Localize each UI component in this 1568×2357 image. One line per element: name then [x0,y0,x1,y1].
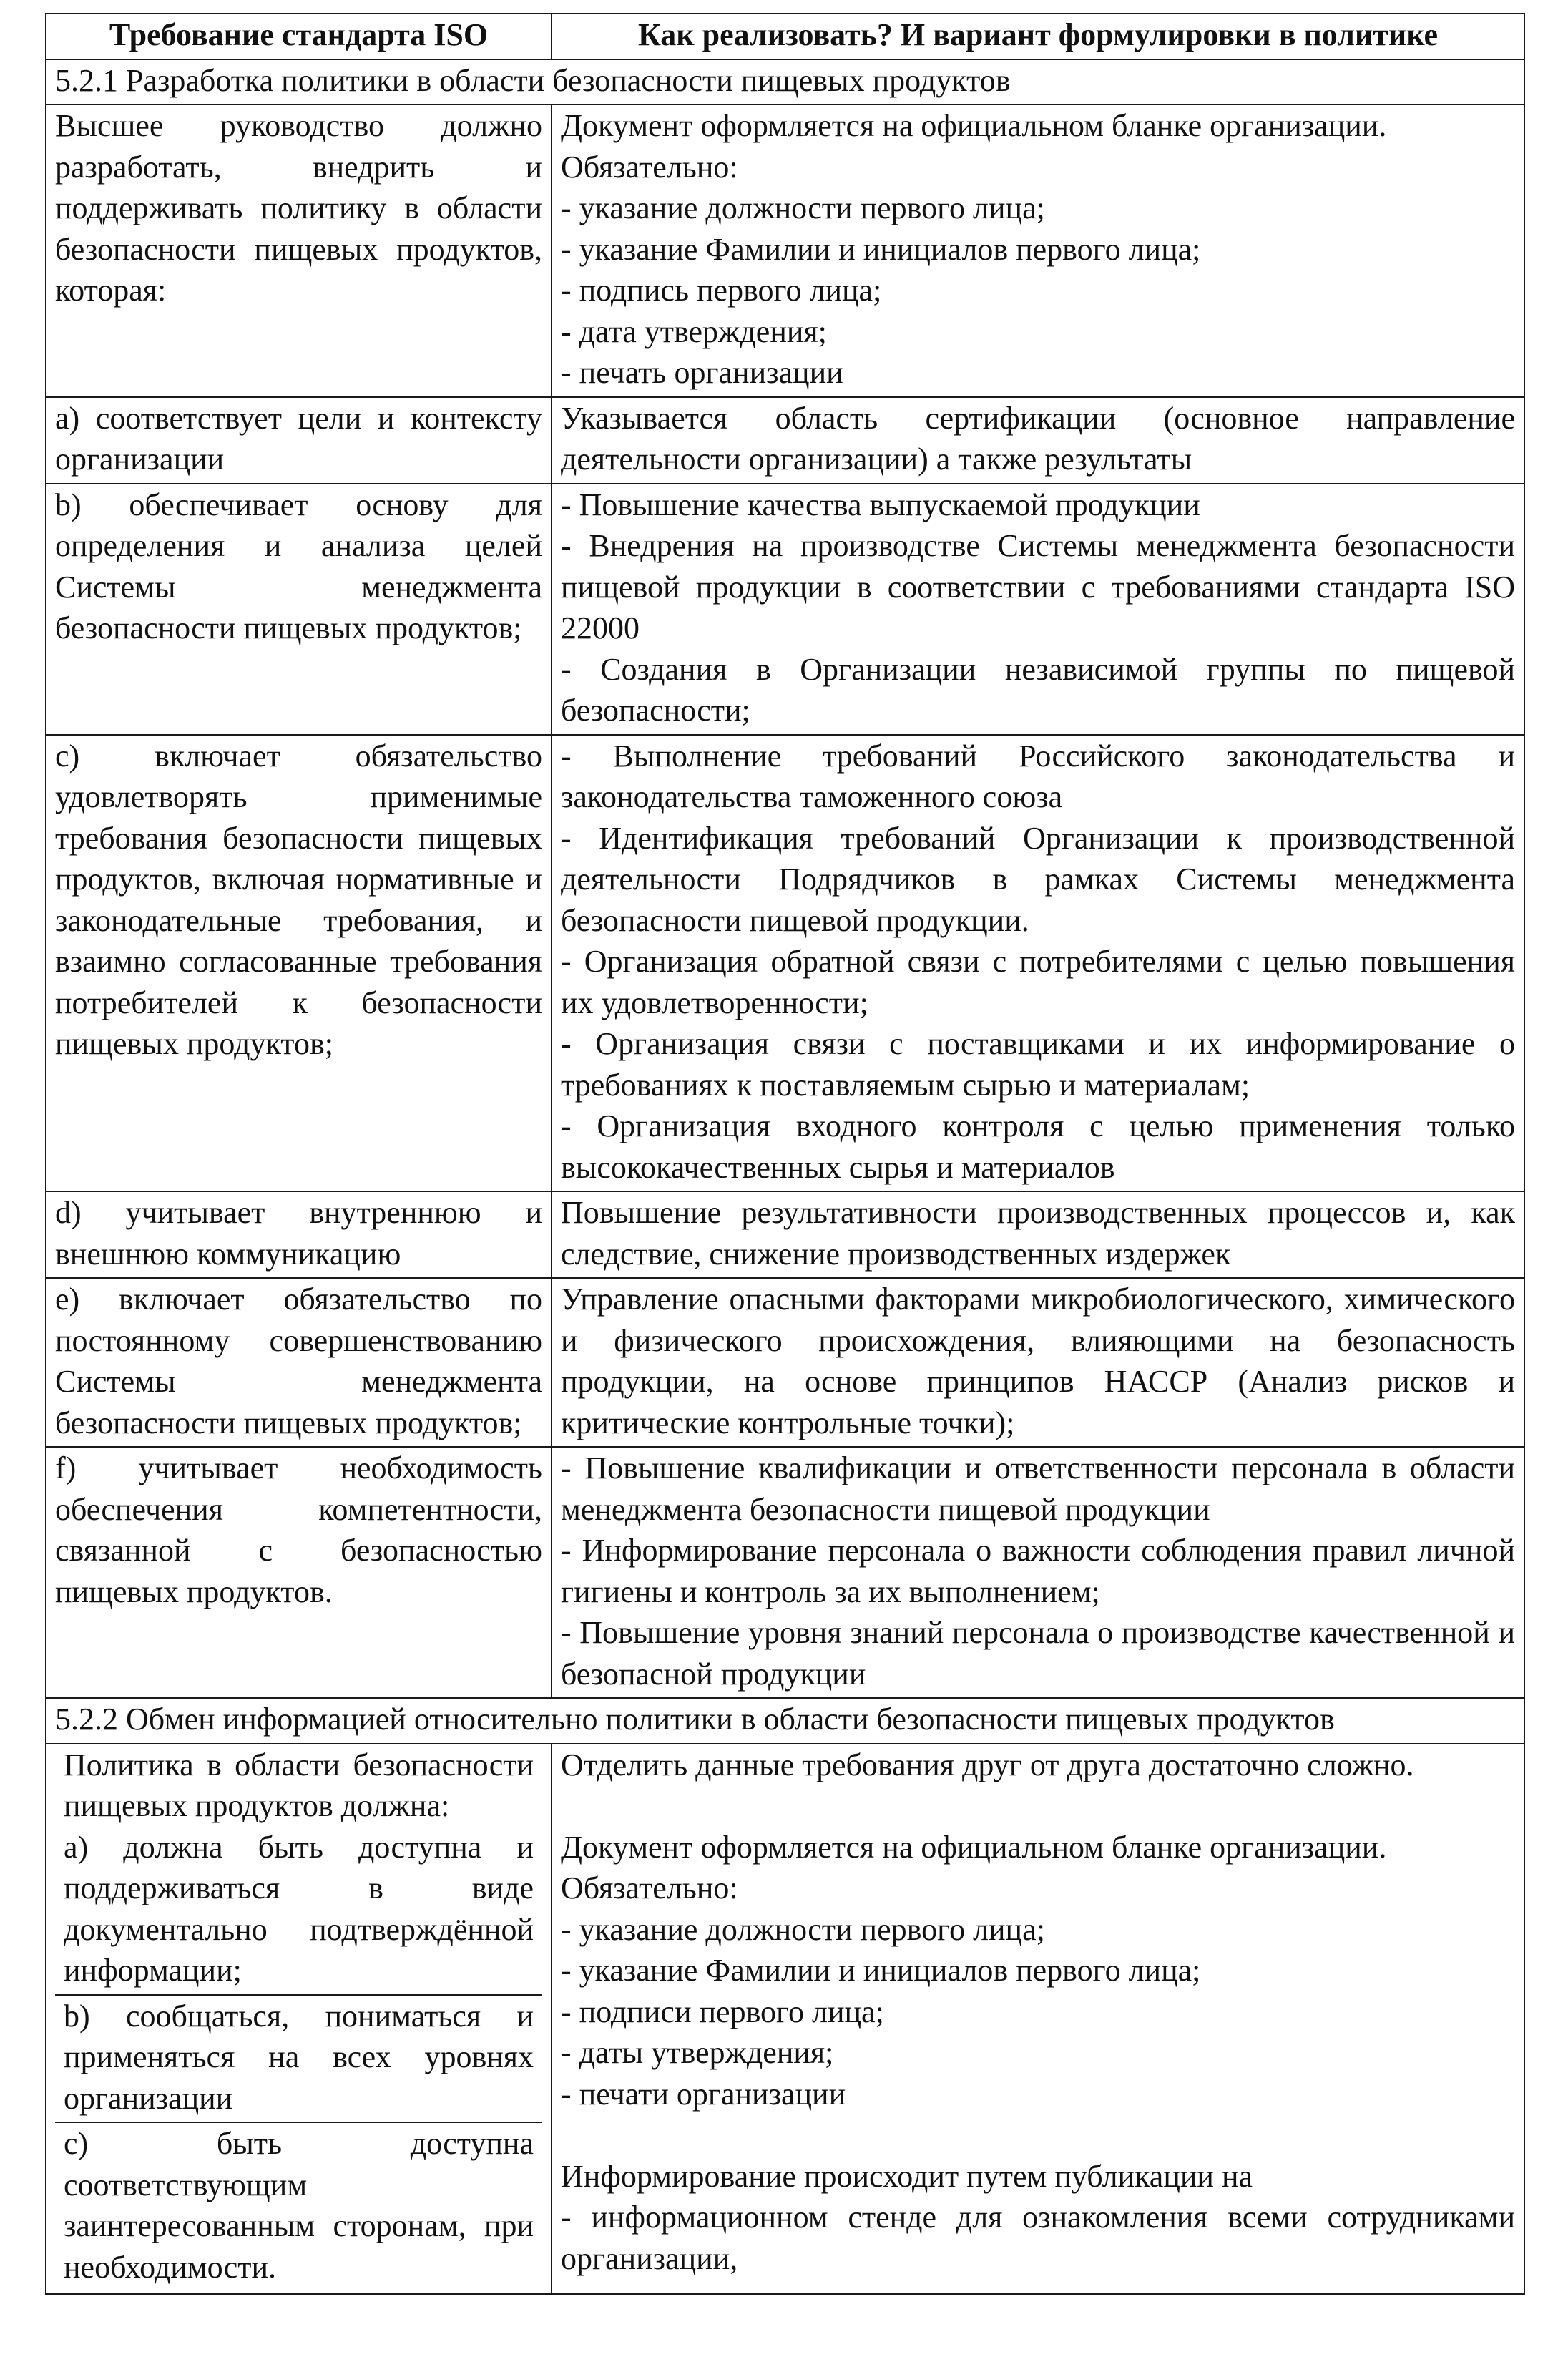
implementation-cell [552,735,1524,1192]
requirement-cell: a) соответствует цели и контексту организации [46,397,552,484]
section-title-5-2-1: 5.2.1 Разработка политики в области безопасности пищевых продуктов [46,59,1524,105]
implementation-line: Информирование происходит путем публикации на [561,2158,1253,2194]
table-row [46,1744,1524,2295]
table-row [46,1447,1524,1698]
requirement-cell: f) учитывает необходимость обеспечения компетентности, связанной с безопасностью пищевых продуктов. [46,1447,552,1698]
requirement-item-b: b) сообщаться, пониматься и применяться на всех уровнях организации [55,1995,542,2123]
implementation-line: - Повышение качества выпускаемой продукции [561,487,1200,522]
requirement-cell: c) включает обязательство удовлетворять применимые требования безопасности пищевых продуктов, включая нормативные и законодательные требования, и взаимно согласованные требования потребителей к безопасности пищевых продуктов; [46,735,552,1192]
implementation-line: - указание Фамилии и инициалов первого лица; [561,1953,1201,1988]
implementation-line: - Организация входного контроля с целью применения только высококачественных сырья и материалов [561,1108,1515,1185]
requirement-cell: e) включает обязательство по постоянному совершенствованию Системы менеджмента безопасности пищевых продуктов; [46,1278,552,1447]
table-row [46,1191,1524,1278]
implementation-cell: Указывается область сертификации (основное направление деятельности организации) а также результаты [552,397,1524,484]
implementation-cell [552,1447,1524,1698]
implementation-line: - Информирование персонала о важности соблюдения правил личной гигиены и контроль за их выполнением; [561,1533,1515,1609]
implementation-line: - Идентификация требований Организации к производственной деятельности Подрядчиков в рамках Системы менеджмента безопасности пищевой продукции. [561,820,1515,938]
implementation-line: Обязательно: [561,1870,738,1905]
implementation-cell [552,484,1524,735]
implementation-line: - указание должности первого лица; [561,1911,1045,1947]
implementation-line: Обязательно: [561,149,738,185]
implementation-cell: Повышение результативности производственных процессов и, как следствие, снижение производственных издержек [552,1191,1524,1278]
implementation-cell [552,1744,1524,2295]
implementation-line: - Повышение квалификации и ответственности персонала в области менеджмента безопасности пищевой продукции [561,1450,1515,1527]
implementation-line: - указание должности первого лица; [561,190,1045,225]
implementation-cell: Управление опасными факторами микробиологического, химического и физического происхождения, влияющими на безопасность продукции, на основе принципов НАССР (Анализ рисков и критические контрольные точки); [552,1278,1524,1447]
implementation-line: - Внедрения на производстве Системы менеджмента безопасности пищевой продукции в соответствии с требованиями стандарта ISO 22000 [561,528,1515,645]
section-row-5-2-2 [46,1698,1524,1744]
implementation-cell [552,104,1524,397]
table-row [46,104,1524,397]
requirement-item-c: c) быть доступна соответствующим заинтересованным сторонам, при необходимости. [55,2122,542,2290]
requirement-cell: d) учитывает внутреннюю и внешнюю коммуникацию [46,1191,552,1278]
implementation-line: - Выполнение требований Российского законодательства и законодательства таможенного союза [561,738,1515,814]
requirement-cell: Высшее руководство должно разработать, внедрить и поддерживать политику в области безопасности пищевых продуктов, которая: [46,104,552,397]
requirement-subtable [55,1744,542,2291]
header-iso-requirement: Требование стандарта ISO [46,14,552,59]
section-title-5-2-2: 5.2.2 Обмен информацией относительно политики в области безопасности пищевых продуктов [46,1698,1524,1744]
table-row [46,397,1524,484]
implementation-line: - печати организации [561,2076,846,2112]
section-row-5-2-1 [46,59,1524,105]
requirement-intro: Политика в области безопасности пищевых продуктов должна: [64,1747,534,1823]
implementation-line: - Организация обратной связи с потребителями с целью повышения их удовлетворенности; [561,944,1515,1020]
table-row [46,484,1524,735]
implementation-line: - даты утверждения; [561,2035,834,2070]
implementation-line: - дата утверждения; [561,313,827,349]
implementation-line: Документ оформляется на официальном бланке организации. [561,1829,1387,1865]
spacer [561,2114,1515,2156]
requirement-subitem [55,1744,542,1995]
spacer [561,1785,1515,1827]
policy-requirements-table [45,13,1525,2295]
table-row [46,1278,1524,1447]
header-implementation: Как реализовать? И вариант формулировки в политике [552,14,1524,59]
requirement-cell: b) обеспечивает основу для определения и анализа целей Системы менеджмента безопасности пищевых продуктов; [46,484,552,735]
implementation-line: Документ оформляется на официальном бланке организации. [561,108,1387,143]
implementation-line: - Повышение уровня знаний персонала о производстве качественной и безопасной продукции [561,1615,1515,1692]
implementation-line: - Создания в Организации независимой группы по пищевой безопасности; [561,651,1515,728]
implementation-line: - Организация связи с поставщиками и их информирование о требованиях к поставляемым сырью и материалам; [561,1026,1515,1103]
requirement-cell [46,1744,552,2295]
implementation-line: - указание Фамилии и инициалов первого лица; [561,231,1201,267]
implementation-line: Отделить данные требования друг от друга достаточно сложно. [561,1747,1414,1782]
table-row [46,735,1524,1192]
implementation-line: - подпись первого лица; [561,273,882,308]
table-header-row [46,14,1524,59]
requirement-item-a: a) должна быть доступна и поддерживаться в виде документально подтверждённой информации; [64,1829,534,1988]
implementation-line: - печать организации [561,355,843,390]
implementation-line: - подписи первого лица; [561,1994,884,2029]
implementation-line: - информационном стенде для ознакомления всеми сотрудниками организации, [561,2200,1515,2276]
